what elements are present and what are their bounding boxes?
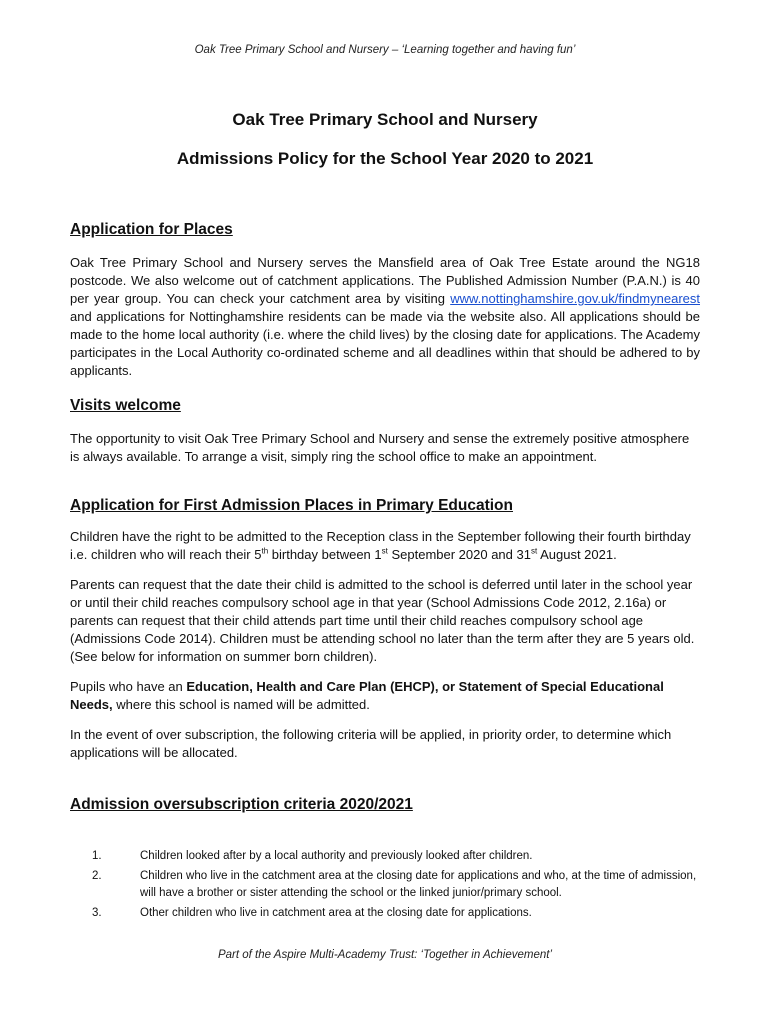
policy-title: Admissions Policy for the School Year 2020 to 2021	[176, 149, 594, 168]
p1-sup-3: st	[530, 546, 538, 556]
school-title: Oak Tree Primary School and Nursery	[232, 110, 538, 129]
visits-section	[70, 396, 700, 466]
application-text-end: and applications for Nottinghamshire residents can be made via the website also. All applications should be made to the home local authority (i.e. where the child lives) by the closing date for applications. The Academy participates in the Local Authority co-ordinated scheme and all deadlines within that should be adhered to by applicants.	[70, 309, 700, 378]
catchment-link[interactable]: www.nottinghamshire.gov.uk/findmynearest	[450, 291, 700, 306]
page-footer: Part of the Aspire Multi-Academy Trust: ‘Together in Achievement’	[217, 949, 553, 961]
p1-part-b: birthday between 1	[268, 547, 382, 562]
list-item-number: 1.	[92, 850, 102, 862]
criteria-list	[70, 848, 700, 925]
p3-part-b: where this school is named will be admitted.	[112, 697, 370, 712]
first-admission-p3	[70, 678, 700, 714]
p1-sup-1: th	[261, 546, 269, 556]
p1-part-d: August 2021.	[537, 547, 617, 562]
first-admission-p4: In the event of over subscription, the following criteria will be applied, in priority order, to determine which applications will be allocated.	[70, 727, 672, 760]
list-item-number: 3.	[92, 907, 102, 919]
page-header-tagline: Oak Tree Primary School and Nursery – ‘Learning together and having fun’	[194, 44, 576, 56]
list-item-text: Children who live in the catchment area at the closing date for applications and who, at the time of admission, will have a brother or sister attending the school or the linked junior/primary school.	[140, 870, 697, 899]
application-heading: Application for Places	[70, 221, 233, 238]
visits-text: The opportunity to visit Oak Tree Primary School and Nursery and sense the extremely positive atmosphere is always available. To arrange a visit, simply ring the school office to make an appointment.	[70, 431, 690, 464]
p3-bold: Education, Health and Care Plan (EHCP), or Statement of Special Educational Needs,	[70, 679, 664, 712]
list-item	[70, 868, 700, 902]
application-text	[70, 254, 700, 380]
application-section	[70, 220, 700, 380]
list-item	[70, 848, 700, 865]
first-admission-heading: Application for First Admission Places in Primary Education	[70, 497, 513, 514]
list-item-text: Other children who live in catchment area at the closing date for applications.	[140, 907, 532, 919]
p1-part-a: Children have the right to be admitted to the Reception class in the September following their fourth birthday i.e. children who will reach their 5	[70, 529, 691, 562]
list-item	[70, 905, 700, 922]
application-text-start: Oak Tree Primary School and Nursery serves the Mansfield area of Oak Tree Estate around the NG18 postcode. We also welcome out of catchment applications. The Published Admission Number (P.A.N.) is 40 per year group. You can check your catchment area by visiting	[70, 255, 700, 306]
first-admission-section	[70, 496, 700, 762]
criteria-heading: Admission oversubscription criteria 2020/2021	[70, 796, 413, 813]
first-admission-p2: Parents can request that the date their child is admitted to the school is deferred until later in the school year or until their child reaches compulsory school age in that year (School Admissions Code 2012, 2.16a) or parents can request that their child attends part time until their child reaches compulsory school age (Admissions Code 2014). Children must be attending school no later than the term after they are 5 years old. (See below for information on summer born children).	[70, 577, 695, 664]
p1-sup-2: st	[381, 546, 388, 556]
p1-part-c: September 2020 and 31	[387, 547, 531, 562]
list-item-number: 2.	[92, 870, 102, 882]
visits-heading: Visits welcome	[70, 397, 181, 414]
criteria-section	[70, 795, 700, 815]
first-admission-p1	[70, 528, 700, 564]
p3-part-a: Pupils who have an	[70, 679, 187, 694]
list-item-text: Children looked after by a local authority and previously looked after children.	[140, 850, 533, 862]
